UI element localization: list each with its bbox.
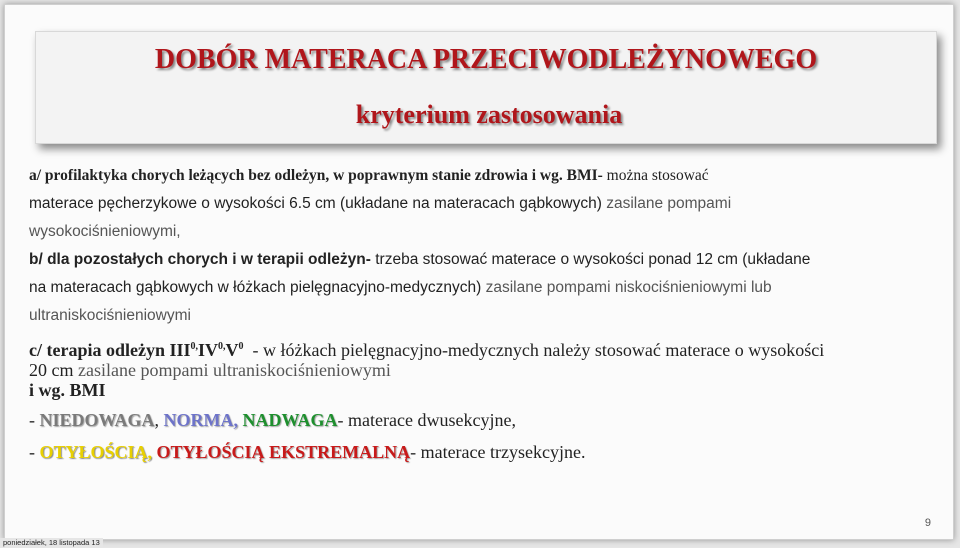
bmi-otylosc-ekstremalna: OTYŁOŚCIĄ EKSTREMALNĄ [156,442,411,462]
paragraph-a-text: można stosować [602,167,709,184]
stage-sup-3: 0 [238,341,244,352]
bmi-dash-2: - [29,442,40,462]
paragraph-a-text-2: materace pęcherzykowe o wysokości 6.5 cm (układane na materacach gąbkowych) [29,195,602,212]
paragraph-a-line-1 [29,162,941,190]
paragraph-c-line-2 [29,360,941,380]
bmi-sep-1: , [154,410,164,430]
bmi-line-2 [29,436,941,468]
paragraph-a-bold: a/ profilaktyka chorych leżących bez odleżyn, w poprawnym stanie zdrowia i wg. BMI- [29,167,603,184]
slide-body [29,162,941,468]
bmi-three-section: - materace trzysekcyjne. [410,442,586,462]
slide [4,4,954,540]
paragraph-c-line-3: i wg. BMI [29,380,106,400]
paragraph-b-line-3: ultraniskociśnieniowymi [29,307,191,324]
bmi-nadwaga: NADWAGA [242,410,338,430]
bmi-norma: NORMA, [163,410,239,430]
paragraph-b-text-2: na materacach gąbkowych w łóżkach pielęgnacyjno-medycznych) [29,279,482,296]
paragraph-b-grey: zasilane pompami niskociśnieniowymi lub [481,279,772,296]
bmi-niedowaga: NIEDOWAGA [39,410,155,430]
slide-title: DOBÓR MATERACA PRZECIWODLEŻYNOWEGO [154,44,818,75]
title-banner [35,31,937,144]
paragraph-c-bold: c/ terapia odleżyn III [29,340,191,360]
paragraph-c-iv: IV [198,340,219,360]
paragraph-b-bold: b/ dla pozostałych chorych i w terapii odleżyn- [29,251,371,268]
bmi-line-1 [29,404,941,436]
stage-sup-2: 0, [218,341,226,352]
paragraph-c-text-2: 20 cm [29,360,74,380]
bmi-two-section: - materace dwusekcyjne, [337,410,516,430]
paragraph-c-v: V [225,340,239,360]
paragraph-b-text: trzeba stosować materace o wysokości ponad 12 cm (układane [370,251,811,268]
slide-subtitle: kryterium zastosowania [355,100,623,129]
bmi-otylosc: OTYŁOŚCIĄ, [39,442,153,462]
paragraph-c-grey: zasilane pompami ultraniskociśnieniowymi [73,360,391,380]
page-number: 9 [924,517,931,529]
paragraph-c-line-1 [29,334,941,360]
paragraph-a-line-3: wysokociśnieniowymi, [29,223,181,240]
paragraph-a-line-2 [29,190,941,218]
stage-sup-1: 0, [190,341,198,352]
bmi-dash-1: - [29,410,40,430]
footer-date: poniedziałek, 18 listopada 13 [0,538,103,548]
paragraph-a-grey: zasilane pompami [601,195,732,212]
paragraph-b-line-1 [29,246,941,274]
paragraph-c-text: - w łóżkach pielęgnacyjno-medycznych należy stosować materace o wysokości [243,340,825,360]
paragraph-b-line-2 [29,274,941,302]
